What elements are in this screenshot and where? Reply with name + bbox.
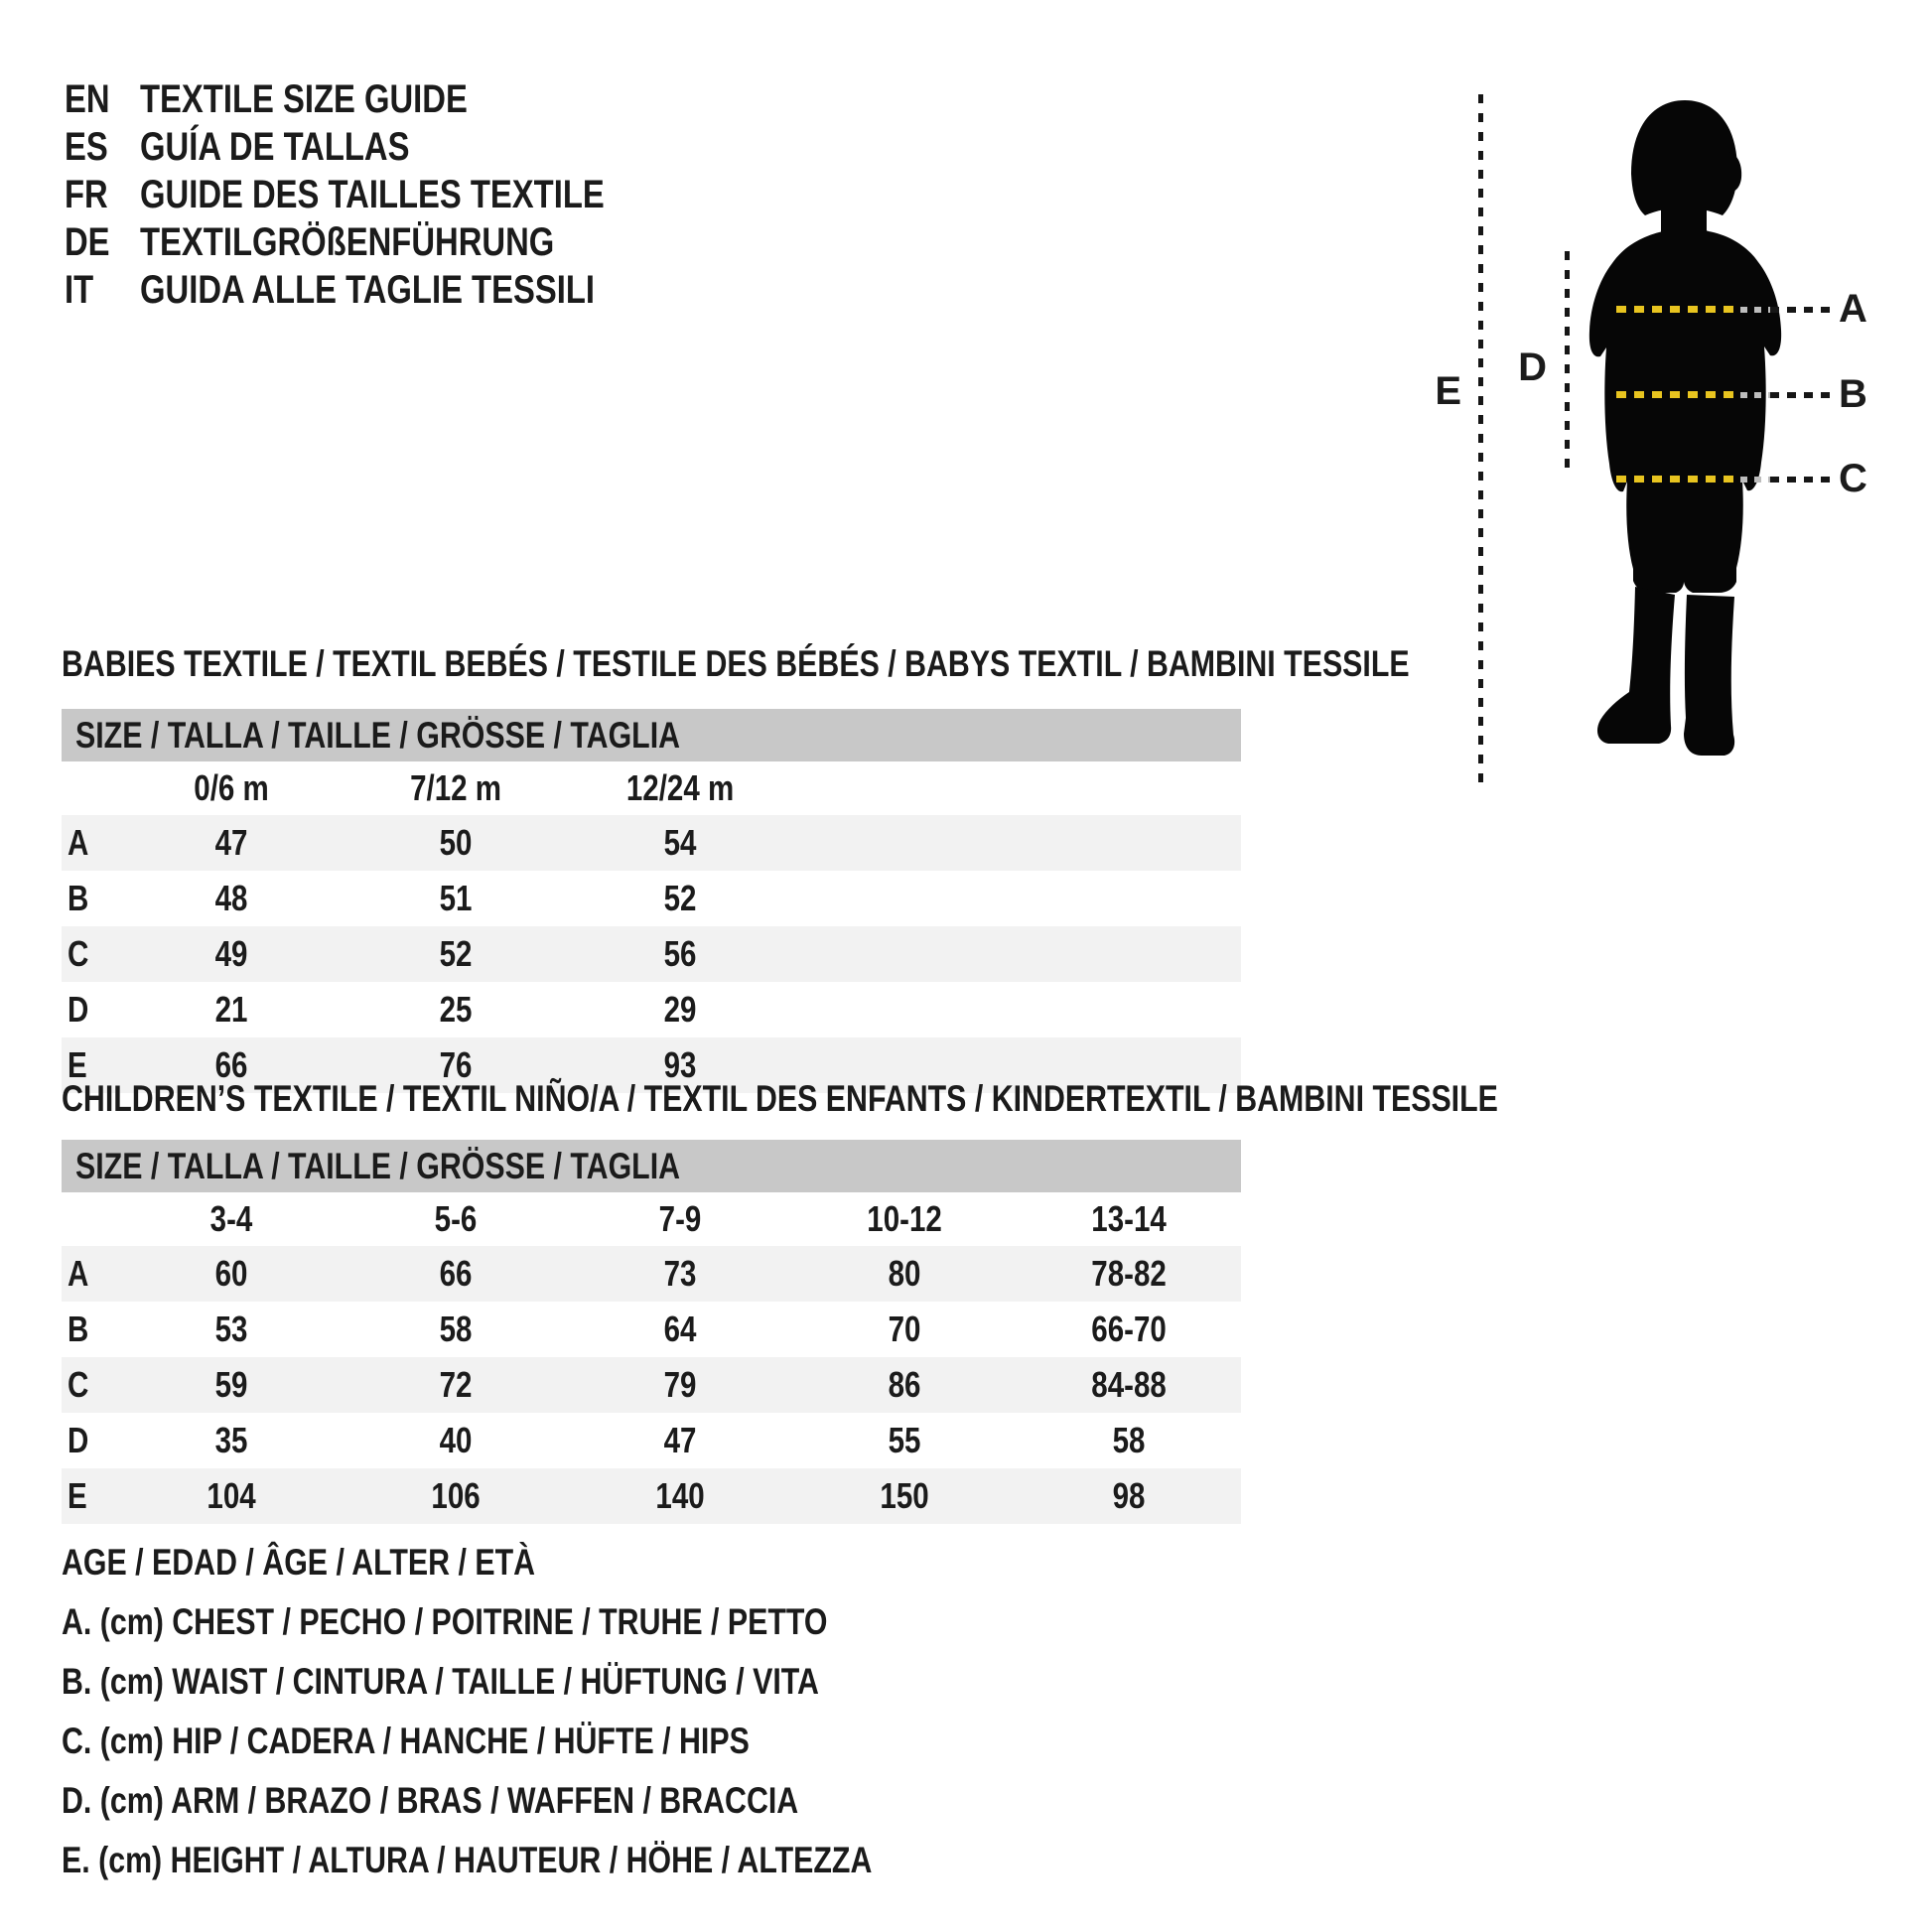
cell-value: 50	[439, 822, 473, 863]
babies-size-header-bar	[62, 709, 1241, 761]
cell-value: 59	[214, 1364, 248, 1405]
row-label: A	[68, 1253, 89, 1294]
silhouette-nose	[1727, 152, 1741, 192]
row-label: E	[68, 1475, 87, 1516]
row-label: B	[68, 1309, 89, 1349]
cell-value: 58	[439, 1309, 473, 1349]
figure-label-b: B	[1839, 372, 1867, 416]
row-label: C	[68, 933, 89, 974]
children-size-header-text: SIZE / TALLA / TAILLE / GRÖSSE / TAGLIA	[75, 1145, 681, 1186]
chest-line-yellow-dashes	[1616, 306, 1740, 313]
chest-line-fade-dashes	[1740, 307, 1770, 313]
lang-row-en	[65, 75, 706, 123]
cell-value: 70	[888, 1309, 921, 1349]
lang-title-es: GUÍA DE TALLAS	[140, 124, 410, 169]
cell-value: 64	[663, 1309, 697, 1349]
cell-value: 60	[214, 1253, 248, 1294]
children-col-10-12: 10-12	[867, 1198, 942, 1239]
hip-line-leader-dashes	[1770, 477, 1833, 483]
cell-value: 150	[880, 1475, 929, 1516]
row-label: D	[68, 989, 89, 1030]
language-title-list	[65, 75, 706, 314]
cell-value: 98	[1112, 1475, 1146, 1516]
figure-label-a: A	[1839, 287, 1867, 331]
cell-value: 66-70	[1091, 1309, 1167, 1349]
cell-value: 84-88	[1091, 1364, 1167, 1405]
figure-label-d: D	[1518, 345, 1547, 389]
legend-age-line: AGE / EDAD / ÂGE / ALTER / ETÀ	[62, 1542, 536, 1583]
cell-value: 86	[888, 1364, 921, 1405]
cell-value: 51	[439, 878, 473, 918]
children-col-3-4: 3-4	[209, 1198, 253, 1239]
chest-line-leader-dashes	[1770, 307, 1833, 313]
cell-value: 79	[663, 1364, 697, 1405]
cell-value: 104	[207, 1475, 256, 1516]
cell-value: 40	[439, 1420, 473, 1460]
children-col-5-6: 5-6	[434, 1198, 478, 1239]
lang-code-de: DE	[65, 219, 110, 264]
children-section-heading: CHILDREN’S TEXTILE / TEXTIL NIÑO/A / TEXTIL DES ENFANTS / KINDERTEXTIL / BAMBINI TESSILE	[62, 1078, 1498, 1119]
row-label: A	[68, 822, 89, 863]
children-column-header-row	[62, 1192, 1241, 1246]
lang-code-fr: FR	[65, 172, 108, 216]
table-row	[62, 1246, 1241, 1302]
legend-hip-line: C. (cm) HIP / CADERA / HANCHE / HÜFTE / HIPS	[62, 1721, 750, 1761]
table-row	[62, 926, 1241, 982]
cell-value: 53	[214, 1309, 248, 1349]
cell-value: 73	[663, 1253, 697, 1294]
chest-measure-line	[1616, 306, 1833, 313]
cell-value: 93	[663, 1044, 697, 1085]
cell-value: 52	[439, 933, 473, 974]
table-row	[62, 1357, 1241, 1413]
cell-value: 56	[663, 933, 697, 974]
lang-row-it	[65, 266, 706, 314]
legend-waist-line: B. (cm) WAIST / CINTURA / TAILLE / HÜFTUNG / VITA	[62, 1661, 819, 1702]
row-label: B	[68, 878, 89, 918]
cell-value: 25	[439, 989, 473, 1030]
hip-measure-line	[1616, 476, 1833, 483]
cell-value: 66	[439, 1253, 473, 1294]
cell-value: 55	[888, 1420, 921, 1460]
table-row	[62, 982, 1241, 1037]
row-label: D	[68, 1420, 89, 1460]
lang-title-it: GUIDA ALLE TAGLIE TESSILI	[140, 267, 595, 312]
row-label: C	[68, 1364, 89, 1405]
cell-value: 76	[439, 1044, 473, 1085]
cell-value: 58	[1112, 1420, 1146, 1460]
waist-line-leader-dashes	[1770, 392, 1833, 398]
babies-col-7-12m: 7/12 m	[410, 767, 501, 808]
cell-value: 49	[214, 933, 248, 974]
lang-code-en: EN	[65, 76, 110, 121]
lang-code-es: ES	[65, 124, 108, 169]
row-label: E	[68, 1044, 87, 1085]
babies-col-0-6m: 0/6 m	[194, 767, 269, 808]
child-silhouette	[1582, 94, 1790, 789]
babies-size-table	[62, 761, 1241, 1093]
legend-chest-line: A. (cm) CHEST / PECHO / POITRINE / TRUHE / PETTO	[62, 1601, 828, 1642]
babies-section-heading: BABIES TEXTILE / TEXTIL BEBÉS / TESTILE DES BÉBÉS / BABYS TEXTIL / BAMBINI TESSILE	[62, 643, 1410, 684]
table-row	[62, 815, 1241, 871]
legend-arm-line: D. (cm) ARM / BRAZO / BRAS / WAFFEN / BRACCIA	[62, 1780, 799, 1821]
lang-title-en: TEXTILE SIZE GUIDE	[140, 76, 468, 121]
cell-value: 52	[663, 878, 697, 918]
cell-value: 72	[439, 1364, 473, 1405]
table-row	[62, 871, 1241, 926]
cell-value: 47	[214, 822, 248, 863]
babies-col-12-24m: 12/24 m	[625, 767, 735, 808]
lang-title-de: TEXTILGRÖßENFÜHRUNG	[140, 219, 555, 264]
waist-line-yellow-dashes	[1616, 391, 1740, 398]
cell-value: 140	[655, 1475, 705, 1516]
waist-line-fade-dashes	[1740, 392, 1770, 398]
lang-row-fr	[65, 171, 706, 218]
figure-label-c: C	[1839, 457, 1867, 500]
cell-value: 48	[214, 878, 248, 918]
children-col-13-14: 13-14	[1091, 1198, 1167, 1239]
cell-value: 29	[663, 989, 697, 1030]
legend-height-line: E. (cm) HEIGHT / ALTURA / HAUTEUR / HÖHE / ALTEZZA	[62, 1840, 873, 1880]
cell-value: 35	[214, 1420, 248, 1460]
hip-line-yellow-dashes	[1616, 476, 1740, 483]
children-col-7-9: 7-9	[658, 1198, 702, 1239]
babies-column-header-row	[62, 761, 1241, 815]
cell-value: 21	[214, 989, 248, 1030]
lang-row-es	[65, 123, 706, 171]
cell-value: 47	[663, 1420, 697, 1460]
cell-value: 80	[888, 1253, 921, 1294]
babies-size-header-text: SIZE / TALLA / TAILLE / GRÖSSE / TAGLIA	[75, 714, 681, 756]
lang-code-it: IT	[65, 267, 94, 312]
silhouette-torso	[1589, 227, 1781, 594]
children-size-header-bar	[62, 1140, 1241, 1192]
table-row	[62, 1413, 1241, 1468]
table-row	[62, 1468, 1241, 1524]
cell-value: 54	[663, 822, 697, 863]
figure-label-e: E	[1435, 369, 1461, 413]
cell-value: 66	[214, 1044, 248, 1085]
measurement-legend	[62, 1533, 1050, 1890]
lang-row-de	[65, 218, 706, 266]
lang-title-fr: GUIDE DES TAILLES TEXTILE	[140, 172, 605, 216]
table-row	[62, 1302, 1241, 1357]
arm-measure-dashed-line	[1565, 251, 1570, 478]
children-size-table	[62, 1192, 1241, 1524]
hip-line-fade-dashes	[1740, 477, 1770, 483]
waist-measure-line	[1616, 391, 1833, 398]
cell-value: 78-82	[1091, 1253, 1167, 1294]
cell-value: 106	[431, 1475, 481, 1516]
